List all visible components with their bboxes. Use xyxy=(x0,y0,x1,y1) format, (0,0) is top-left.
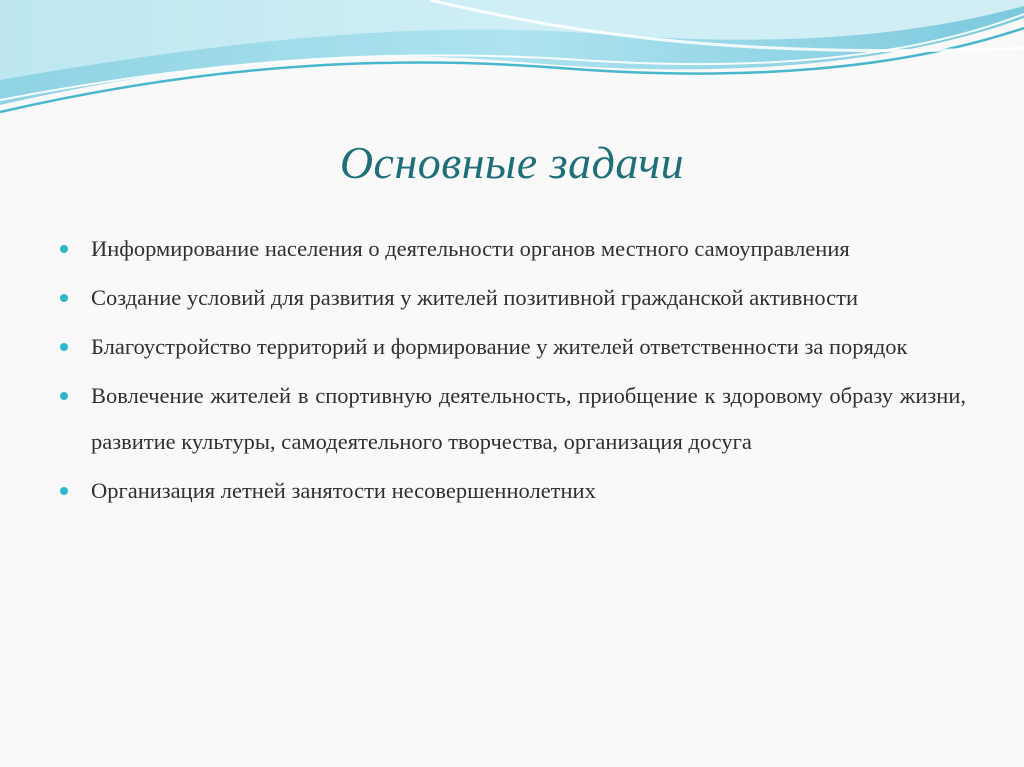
bullet-dot-icon xyxy=(60,343,68,351)
bullet-item xyxy=(60,275,966,321)
bullet-text: Благоустройство территорий и формирование у жителей ответственности за порядок xyxy=(91,334,908,359)
bullet-list xyxy=(60,226,966,517)
bullet-text: Создание условий для развития у жителей позитивной гражданской активности xyxy=(91,285,859,310)
bullet-text: Организация летней занятости несовершеннолетних xyxy=(91,478,596,503)
wave-header-decoration xyxy=(0,0,1024,120)
bullet-text: Вовлечение жителей в спортивную деятельность, приобщение к здоровому образу жизни, развитие культуры, самодеятельного творчества, организация досуга xyxy=(91,383,966,454)
bullet-item xyxy=(60,373,966,465)
bullet-item xyxy=(60,324,966,370)
bullet-item xyxy=(60,468,966,514)
bullet-item xyxy=(60,226,966,272)
bullet-dot-icon xyxy=(60,487,68,495)
bullet-dot-icon xyxy=(60,392,68,400)
bullet-dot-icon xyxy=(60,294,68,302)
slide-title: Основные задачи xyxy=(339,137,685,188)
bullet-dot-icon xyxy=(60,245,68,253)
bullet-text: Информирование населения о деятельности органов местного самоуправления xyxy=(91,236,850,261)
